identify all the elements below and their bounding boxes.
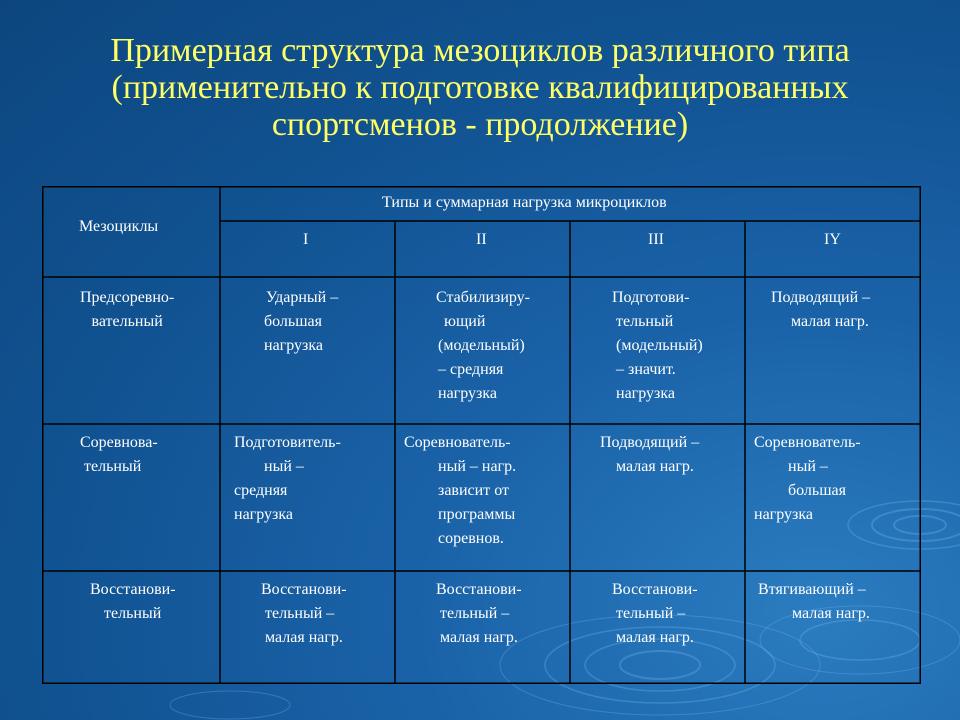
- row-3-col-2: Восстанови- тельный – малая нагр.: [436, 581, 522, 646]
- row-3-col-1: Восстанови- тельный – малая нагр.: [261, 581, 347, 646]
- row-1-col-1: Ударный – большая нагрузка: [264, 289, 339, 354]
- slide-title: [40, 32, 920, 143]
- row-1-col-2: Стабилизиру- ющий (модельный) – средняя нагрузка: [436, 289, 530, 402]
- header-col-4: IY: [824, 231, 841, 248]
- row-2-col-1: Подготовитель- ный – средняя нагрузка: [234, 434, 341, 523]
- title-line-3: спортсменов - продолжение): [271, 106, 689, 143]
- row-2-col-2: Соревнователь- ный – нагр. зависит от программы соревнов.: [404, 434, 517, 547]
- header-mesocycles: Мезоциклы: [79, 218, 159, 235]
- header-col-1: I: [303, 231, 309, 248]
- row-1-col-4: Подводящий – малая нагр.: [771, 289, 871, 330]
- row-3-col-3: Восстанови- тельный – малая нагр.: [612, 581, 698, 646]
- row-2-col-4: Соревнователь- ный – большая нагрузка: [754, 434, 861, 523]
- row-1-name: Предсоревно- вательный: [80, 289, 175, 330]
- title-line-1: Примерная структура мезоциклов различного типа: [110, 32, 850, 69]
- row-3-col-4: Втягивающий – малая нагр.: [758, 581, 870, 622]
- row-3-name: Восстанови- тельный: [90, 581, 176, 622]
- row-2-col-3: Подводящий – малая нагр.: [600, 434, 700, 475]
- header-col-3: III: [648, 231, 664, 248]
- row-2-name: Соревнова- тельный: [80, 434, 158, 475]
- title-line-2: (применительно к подготовке квалифицированных: [111, 69, 849, 106]
- header-col-2: II: [476, 231, 487, 248]
- mesocycle-table: [42, 186, 921, 684]
- header-microcycle-types: Типы и суммарная нагрузка микроциклов: [382, 194, 667, 211]
- row-1-col-3: Подготови- тельный (модельный) – значит. нагрузка: [612, 289, 703, 402]
